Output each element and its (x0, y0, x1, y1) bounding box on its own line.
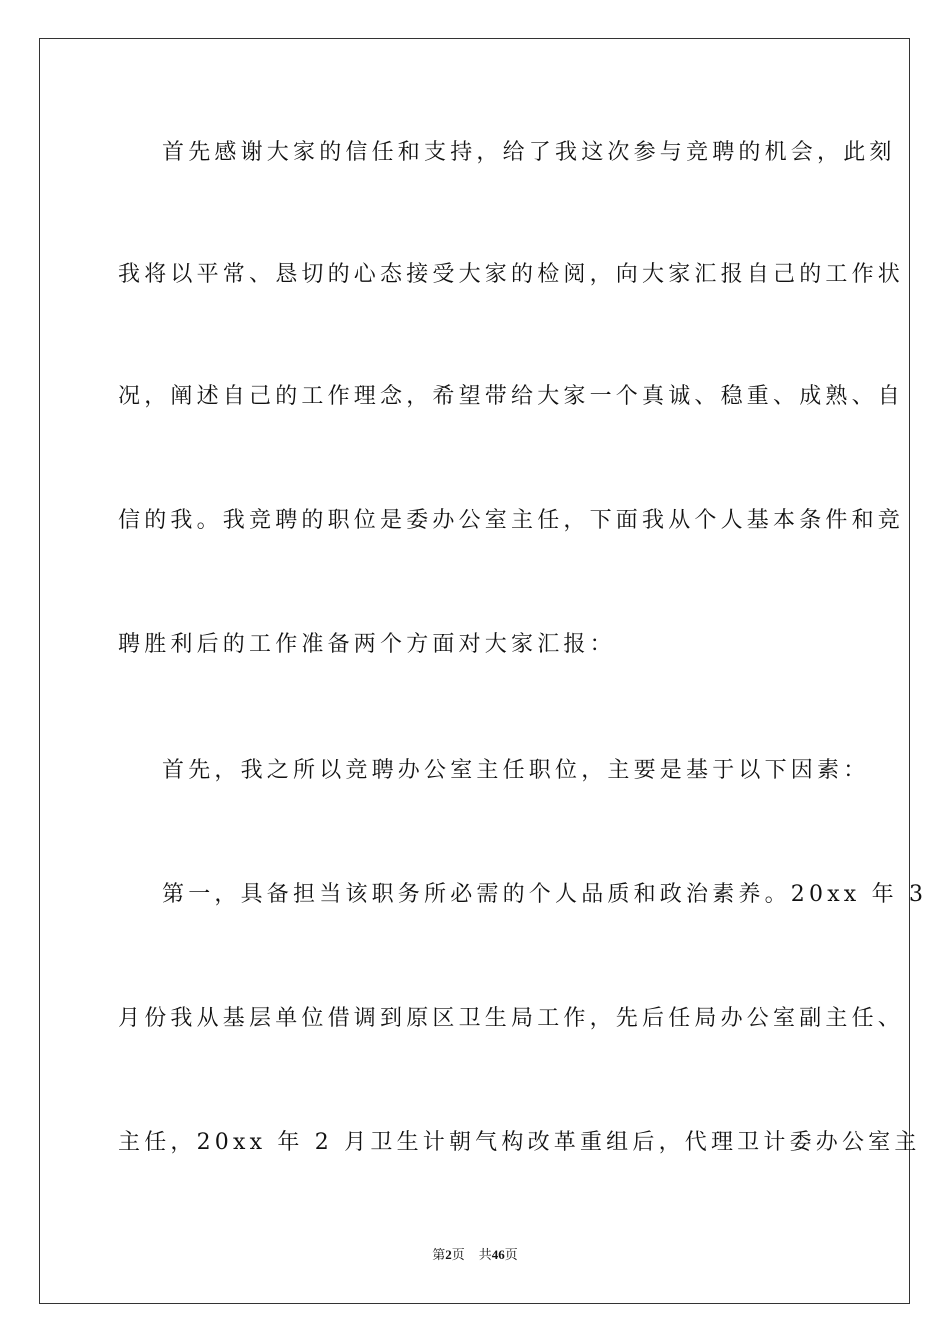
page-footer (0, 1246, 950, 1264)
body-text-line: 我将以平常、恳切的心态接受大家的检阅，向大家汇报自己的工作状 (118, 262, 905, 287)
page-number-prefix: 第 (432, 1247, 446, 1262)
total-pages-prefix: 共 (478, 1247, 492, 1262)
body-text-line: 月份我从基层单位借调到原区卫生局工作，先后任局办公室副主任、 (118, 1006, 905, 1031)
body-text-line: 首先感谢大家的信任和支持，给了我这次参与竞聘的机会，此刻 (162, 140, 896, 165)
page-number-suffix: 页 (451, 1247, 465, 1262)
page-number: 2 (445, 1247, 452, 1262)
page-border (39, 38, 928, 1304)
total-pages: 46 (491, 1247, 505, 1262)
body-text-line: 况，阐述自己的工作理念，希望带给大家一个真诚、稳重、成熟、自 (118, 384, 905, 409)
total-pages-suffix: 页 (504, 1247, 518, 1262)
body-text-line: 第一，具备担当该职务所必需的个人品质和政治素养。20xx 年 3 (162, 882, 928, 907)
body-text-line: 信的我。我竞聘的职位是委办公室主任，下面我从个人基本条件和竞 (118, 508, 905, 533)
body-text-line: 主任，20xx 年 2 月卫生计朝气构改革重组后，代理卫计委办公室主 (118, 1130, 921, 1155)
body-text-line: 聘胜利后的工作准备两个方面对大家汇报： (118, 632, 616, 657)
body-text-line: 首先，我之所以竞聘办公室主任职位，主要是基于以下因素： (162, 758, 870, 783)
